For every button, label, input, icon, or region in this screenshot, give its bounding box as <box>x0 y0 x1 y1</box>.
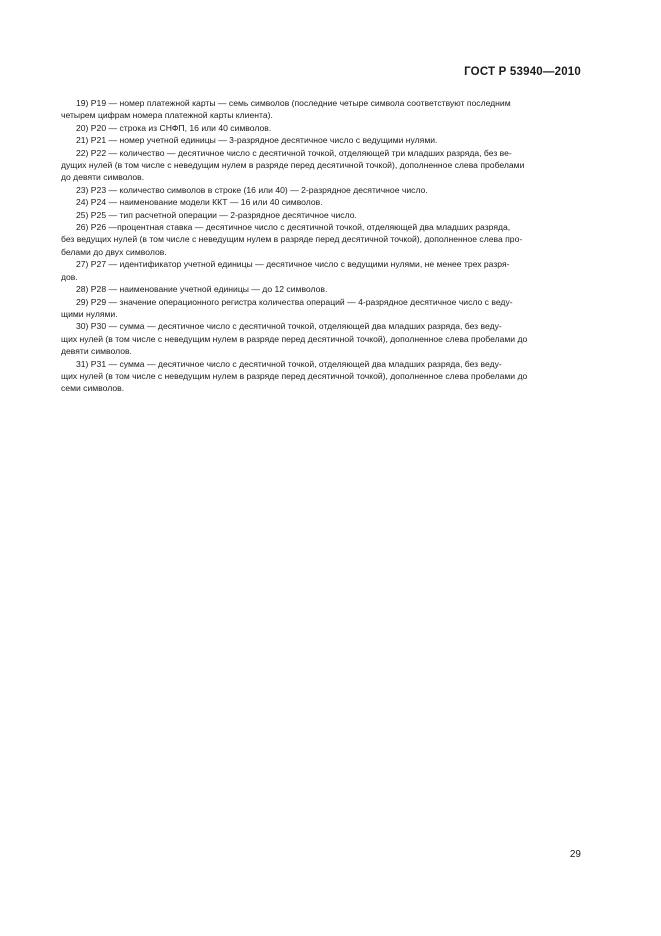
list-item-22: 22) Р22 — количество — десятичное число с десятичной точкой, отделяющей три младших разряда, без ве- дущих нулей (в том числе с неведущим нулем в разряде перед десятичной точкой), дополненное слева пробелами до девяти символов. <box>61 147 525 183</box>
list-item-24: 24) Р24 — наименование модели ККТ — 16 или 40 символов. <box>76 197 323 208</box>
list-item-31: 31) Р31 — сумма — десятичное число с десятичной точкой, отделяющей два младших разряда, без веду- щих нулей (в том числе с неведущим нулем в разряде перед десятичной точкой), дополненное слева пробелами до семи символов. <box>61 358 528 394</box>
page-number: 29 <box>569 849 581 860</box>
list-item-27: 27) Р27 — идентификатор учетной единицы — десятичное число с ведущими нулями, не менее трех разря- дов. <box>61 259 510 282</box>
list-item-25: 25) Р25 — тип расчетной операции — 2-разрядное десятичное число. <box>76 209 357 220</box>
list-item-26: 26) Р26 —процентная ставка — десятичное число с десятичной точкой, отделяющей два младших разряда, без ведущих нулей (в том числе с неведущим нулем в разряде перед десятичной точкой), дополненное слева про- белами до двух символов. <box>61 222 523 257</box>
list-item-20: 20) Р20 — строка из СНФП, 16 или 40 символов. <box>76 122 272 133</box>
standard-header: ГОСТ Р 53940—2010 <box>464 66 581 78</box>
list-item-28: 28) Р28 — наименование учетной единицы — до 12 символов. <box>76 284 328 295</box>
list-item-30: 30) Р30 — сумма — десятичное число с десятичной точкой, отделяющей два младших разряда, без веду- щих нулей (в том числе с неведущим нулем в разряде перед десятичной точкой), дополненное слева пробелами до девяти символов. <box>61 321 528 357</box>
list-item-19: 19) Р19 — номер платежной карты — семь символов (последние четыре символа соответствуют последним четырем цифрам номера платежной карты клиента). <box>61 98 511 121</box>
list-item-23: 23) Р23 — количество символов в строке (16 или 40) — 2-разрядное десятичное число. <box>76 184 428 195</box>
list-item-29: 29) Р29 — значение операционного регистра количества операций — 4-разрядное десятичное число с веду- щими нулями. <box>61 296 513 319</box>
list-item-21: 21) Р21 — номер учетной единицы — 3-разрядное десятичное число с ведущими нулями. <box>76 135 438 146</box>
document-body <box>61 97 581 395</box>
